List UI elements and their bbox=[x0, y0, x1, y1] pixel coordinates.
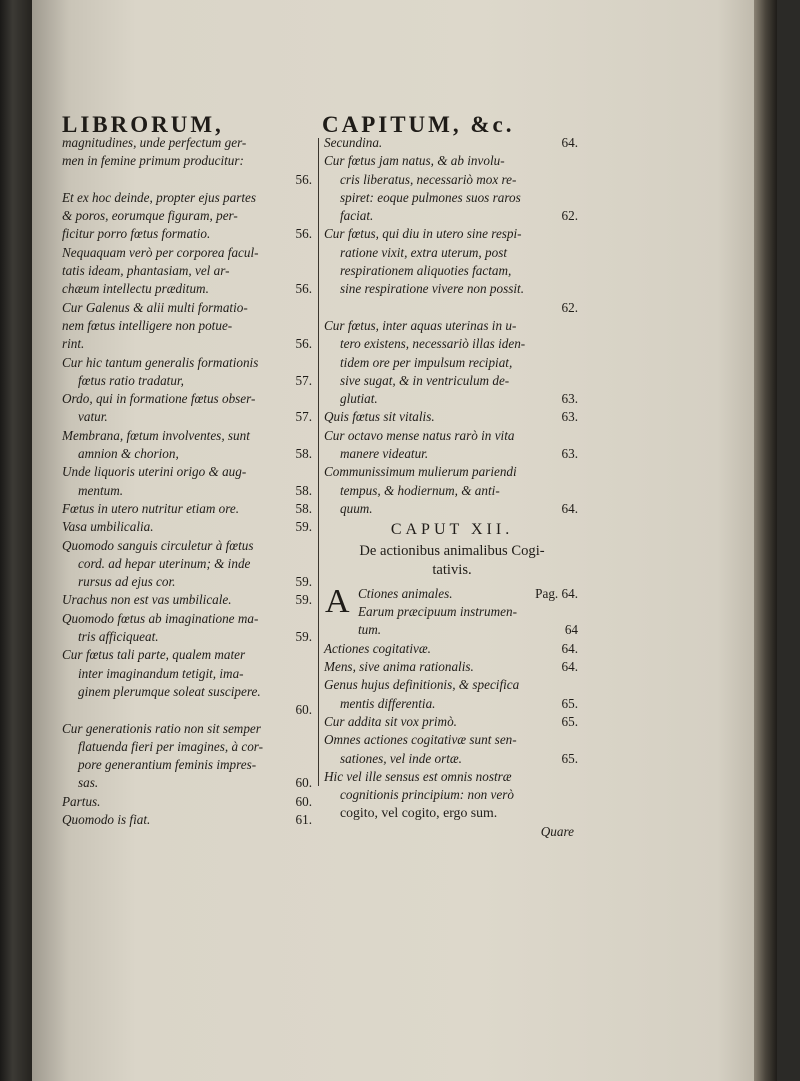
index-entry-line bbox=[62, 500, 314, 518]
index-entry-text: tum. bbox=[358, 622, 382, 638]
index-entry-text: Communissimum mulierum pariendi bbox=[324, 464, 517, 480]
page-number: 56. bbox=[295, 336, 312, 352]
index-entry-text: ginem plerumque soleat suscipere. bbox=[78, 683, 261, 699]
index-entry-line bbox=[324, 189, 580, 207]
index-entry-line bbox=[62, 427, 314, 445]
index-entry-line bbox=[62, 811, 314, 829]
page-number: 60. bbox=[295, 775, 312, 791]
index-entry-line bbox=[62, 537, 314, 555]
index-entry-text: & poros, eorumque figuram, per- bbox=[62, 208, 238, 224]
index-entry-text: Earum præcipuum instrumen- bbox=[358, 604, 517, 620]
index-entry-text: sine respiratione vivere non possit. bbox=[340, 281, 524, 297]
index-entry-line bbox=[324, 335, 580, 353]
index-entry-text: chæum intellectu præditum. bbox=[62, 281, 209, 297]
index-entry-line bbox=[324, 768, 580, 786]
index-entry-line bbox=[324, 354, 580, 372]
index-entry-text: Cur Galenus & alii multi formatio- bbox=[62, 299, 248, 315]
index-entry-line bbox=[62, 134, 314, 152]
index-entry-text: Quomodo fœtus ab imaginatione ma- bbox=[62, 610, 259, 626]
page-number: 64. bbox=[561, 135, 578, 150]
index-entry-line bbox=[62, 225, 314, 243]
index-column-left bbox=[62, 134, 314, 829]
index-entry-text: Genus hujus definitionis, & specifica bbox=[324, 677, 520, 693]
index-entry-text: Unde liquoris uterini origo & aug- bbox=[62, 464, 247, 480]
page-number: 63. bbox=[561, 446, 578, 462]
page-number: 65. bbox=[561, 750, 578, 766]
index-entry-line bbox=[62, 244, 314, 262]
index-entry-line bbox=[324, 750, 580, 768]
index-entry-text: inter imaginandum tetigit, ima- bbox=[78, 665, 244, 681]
index-entry-text: Partus. bbox=[62, 793, 101, 809]
index-entry-text: Nequaquam verò per corporea facul- bbox=[62, 244, 259, 260]
page-number: 57. bbox=[295, 372, 312, 388]
index-entry-text: Cur addita sit vox primò. bbox=[324, 713, 457, 729]
index-entry-line bbox=[324, 603, 580, 621]
index-entry-line bbox=[62, 372, 314, 390]
page-number: 59. bbox=[295, 592, 312, 608]
chapter-heading: CAPUT XII. bbox=[390, 521, 514, 539]
page-number: 65. bbox=[561, 695, 578, 711]
index-entry-line bbox=[324, 244, 580, 262]
index-entry-line bbox=[324, 786, 580, 804]
index-entry-line bbox=[62, 555, 314, 573]
index-entry-text: sas. bbox=[78, 775, 99, 791]
index-entry-line bbox=[324, 427, 580, 445]
index-entry-text: Cur generationis ratio non sit semper bbox=[62, 720, 261, 736]
index-entry-text: Cur fœtus tali parte, qualem mater bbox=[62, 647, 246, 663]
index-entry-line bbox=[324, 658, 580, 676]
page-number: 64. bbox=[561, 500, 578, 516]
chapter-title: tativis. bbox=[432, 561, 472, 578]
index-entry-text: Quomodo sanguis circuletur à fœtus bbox=[62, 537, 254, 553]
index-entry-text: Cur fœtus jam natus, & ab involu- bbox=[324, 153, 505, 169]
page-number: 56. bbox=[295, 171, 312, 187]
page-number: 60. bbox=[295, 702, 312, 718]
index-entry-line bbox=[62, 207, 314, 225]
index-entry-text: Cur octavo mense natus rarò in vita bbox=[324, 427, 515, 443]
index-entry-line bbox=[324, 317, 580, 335]
index-entry-text: rursus ad ejus cor. bbox=[78, 574, 176, 590]
index-entry-line bbox=[62, 573, 314, 591]
index-entry-text: Urachus non est vas umbilicale. bbox=[62, 592, 232, 608]
index-entry-line bbox=[324, 299, 580, 317]
index-entry-text: vatur. bbox=[78, 409, 108, 425]
index-entry-line bbox=[324, 225, 580, 243]
index-entry-line bbox=[324, 372, 580, 390]
page-number: 56. bbox=[295, 281, 312, 297]
index-entry-line bbox=[324, 134, 580, 152]
index-entry-text: men in femine primum producitur: bbox=[62, 153, 244, 169]
index-entry-line bbox=[62, 335, 314, 353]
index-entry-line bbox=[324, 262, 580, 280]
index-entry-text: Cur hic tantum generalis formationis bbox=[62, 354, 259, 370]
index-entry-line bbox=[324, 152, 580, 170]
page-number: 58. bbox=[295, 500, 312, 516]
index-entry-text: Et ex hoc deinde, propter ejus partes bbox=[62, 189, 256, 205]
index-entry-text: Secundina. bbox=[324, 135, 383, 150]
index-entry-text: magnitudines, unde perfectum ger- bbox=[62, 135, 247, 150]
index-entry-line bbox=[324, 280, 580, 298]
index-entry-line bbox=[62, 299, 314, 317]
index-entry-line bbox=[324, 621, 580, 639]
index-entry-line bbox=[324, 171, 580, 189]
page-number: 64. bbox=[561, 640, 578, 656]
page-number: 64 bbox=[564, 622, 578, 638]
index-entry-text: cris liberatus, necessariò mox re- bbox=[340, 171, 517, 187]
page-number: 64. bbox=[561, 659, 578, 675]
page-number: 62. bbox=[561, 299, 578, 315]
index-entry-line bbox=[62, 738, 314, 756]
index-entry-text: cogito, vel cogito, ergo sum. bbox=[340, 805, 498, 821]
page-number: 57. bbox=[295, 409, 312, 425]
index-entry-line bbox=[62, 793, 314, 811]
index-entry-line bbox=[324, 207, 580, 225]
index-entry-line bbox=[324, 408, 580, 426]
index-entry-text: tatis ideam, phantasiam, vel ar- bbox=[62, 263, 230, 279]
index-entry-text: cord. ad hepar uterinum; & inde bbox=[78, 555, 251, 571]
index-entry-text: pore generantium feminis impres- bbox=[78, 757, 257, 773]
running-head-left: LIBRORUM, bbox=[62, 112, 224, 137]
index-entry-line bbox=[62, 774, 314, 792]
page-number: 62. bbox=[561, 208, 578, 224]
index-entry-line bbox=[62, 482, 314, 500]
page-number: 65. bbox=[561, 713, 578, 729]
index-entry-text: Fœtus in utero nutritur etiam ore. bbox=[62, 500, 240, 516]
index-entry-line bbox=[324, 585, 580, 603]
page-number: 56. bbox=[295, 226, 312, 242]
index-entry-text: Membrana, fœtum involventes, sunt bbox=[62, 427, 250, 443]
catchword: Quare bbox=[540, 823, 574, 839]
index-entry-text: mentum. bbox=[78, 482, 124, 498]
index-entry-text: Quis fœtus sit vitalis. bbox=[324, 409, 435, 425]
page-number: 58. bbox=[295, 446, 312, 462]
page-number: Pag. 64. bbox=[535, 585, 578, 601]
chapter-title: De actionibus animalibus Cogi- bbox=[359, 543, 545, 560]
index-entry-text: Ordo, qui in formatione fœtus obser- bbox=[62, 391, 256, 407]
index-column-right bbox=[324, 134, 580, 841]
index-entry-line bbox=[62, 683, 314, 701]
index-entry-text: faciat. bbox=[340, 208, 374, 224]
page-number: 59. bbox=[295, 629, 312, 645]
index-entry-line bbox=[62, 610, 314, 628]
index-entry-line bbox=[324, 463, 580, 481]
index-entry-text: manere videatur. bbox=[340, 446, 429, 462]
index-entry-line bbox=[324, 390, 580, 408]
index-entry-line bbox=[62, 646, 314, 664]
book-binding-shadow bbox=[0, 0, 32, 1081]
index-entry-line bbox=[62, 354, 314, 372]
index-entry-line bbox=[62, 756, 314, 774]
page-number: 60. bbox=[295, 793, 312, 809]
index-entry-text: sive sugat, & in ventriculum de- bbox=[340, 372, 510, 388]
index-entry-text: fœtus ratio tradatur, bbox=[78, 372, 184, 388]
page-number: 63. bbox=[561, 409, 578, 425]
index-entry-text: Cur fœtus, inter aquas uterinas in u- bbox=[324, 317, 517, 333]
index-entry-line bbox=[324, 731, 580, 749]
index-entry-line bbox=[62, 665, 314, 683]
index-entry-line bbox=[62, 317, 314, 335]
index-entry-text: nem fœtus intelligere non potue- bbox=[62, 317, 233, 333]
index-entry-line bbox=[324, 804, 580, 822]
index-entry-line bbox=[62, 463, 314, 481]
index-entry-text: Quomodo is fiat. bbox=[62, 811, 151, 827]
index-entry-text: quum. bbox=[340, 500, 373, 516]
page-number: 59. bbox=[295, 574, 312, 590]
index-entry-line bbox=[324, 482, 580, 500]
page-number: 59. bbox=[295, 519, 312, 535]
index-entry-line bbox=[62, 628, 314, 646]
index-entry-line bbox=[62, 152, 314, 170]
index-entry-text: ratione vixit, extra uterum, post bbox=[340, 244, 508, 260]
index-entry-line bbox=[62, 445, 314, 463]
index-entry-text: Omnes actiones cogitativæ sunt sen- bbox=[324, 732, 517, 748]
index-entry-text: rint. bbox=[62, 336, 85, 352]
index-entry-text: Mens, sive anima rationalis. bbox=[324, 659, 474, 675]
page-number: 61. bbox=[295, 811, 312, 827]
index-entry-text: flatuenda fieri per imagines, à cor- bbox=[78, 738, 264, 754]
index-entry-line bbox=[62, 518, 314, 536]
index-entry-line bbox=[62, 408, 314, 426]
page-number: 63. bbox=[561, 391, 578, 407]
index-entry-text: ficitur porro fœtus formatio. bbox=[62, 226, 211, 242]
index-entry-text: Actiones cogitativæ. bbox=[324, 640, 431, 656]
page-edge-shadow bbox=[754, 0, 777, 1081]
drop-cap-letter: A bbox=[325, 582, 350, 620]
index-entry-text: sationes, vel inde ortæ. bbox=[340, 750, 462, 766]
index-entry-text: tero existens, necessariò illas iden- bbox=[340, 336, 526, 352]
index-entry-text: amnion & chorion, bbox=[78, 446, 179, 462]
index-entry-line bbox=[62, 720, 314, 738]
index-entry-text: mentis differentia. bbox=[340, 695, 436, 711]
index-entry-text: respirationem aliquoties factam, bbox=[340, 263, 512, 279]
index-entry-line bbox=[324, 640, 580, 658]
index-entry-text: cognitionis principium: non verò bbox=[340, 787, 514, 803]
index-entry-text: tris afficiqueat. bbox=[78, 629, 159, 645]
index-entry-text: Hic vel ille sensus est omnis nostræ bbox=[324, 768, 512, 784]
index-entry-text: Cur fœtus, qui diu in utero sine respi- bbox=[324, 226, 522, 242]
index-entry-line bbox=[62, 280, 314, 298]
index-entry-line bbox=[62, 262, 314, 280]
index-entry-line bbox=[62, 591, 314, 609]
index-entry-line bbox=[62, 189, 314, 207]
index-entry-line bbox=[62, 701, 314, 719]
index-entry-text: Ctiones animales. bbox=[358, 585, 453, 601]
index-entry-text: tempus, & hodiernum, & anti- bbox=[340, 482, 500, 498]
index-entry-line bbox=[324, 500, 580, 518]
index-entry-line bbox=[62, 171, 314, 189]
index-entry-line bbox=[62, 390, 314, 408]
index-entry-line bbox=[324, 695, 580, 713]
index-entry-text: Vasa umbilicalia. bbox=[62, 519, 154, 535]
index-entry-text: tidem ore per impulsum recipiat, bbox=[340, 354, 513, 370]
index-entry-text: glutiat. bbox=[340, 391, 378, 407]
index-entry-line bbox=[324, 445, 580, 463]
index-entry-line bbox=[324, 676, 580, 694]
index-entry-text: spiret: eoque pulmones suos raros bbox=[340, 189, 521, 205]
page-number: 58. bbox=[295, 482, 312, 498]
column-divider bbox=[318, 138, 319, 786]
running-head-right: CAPITUM, &c. bbox=[322, 112, 515, 137]
index-entry-line bbox=[324, 713, 580, 731]
